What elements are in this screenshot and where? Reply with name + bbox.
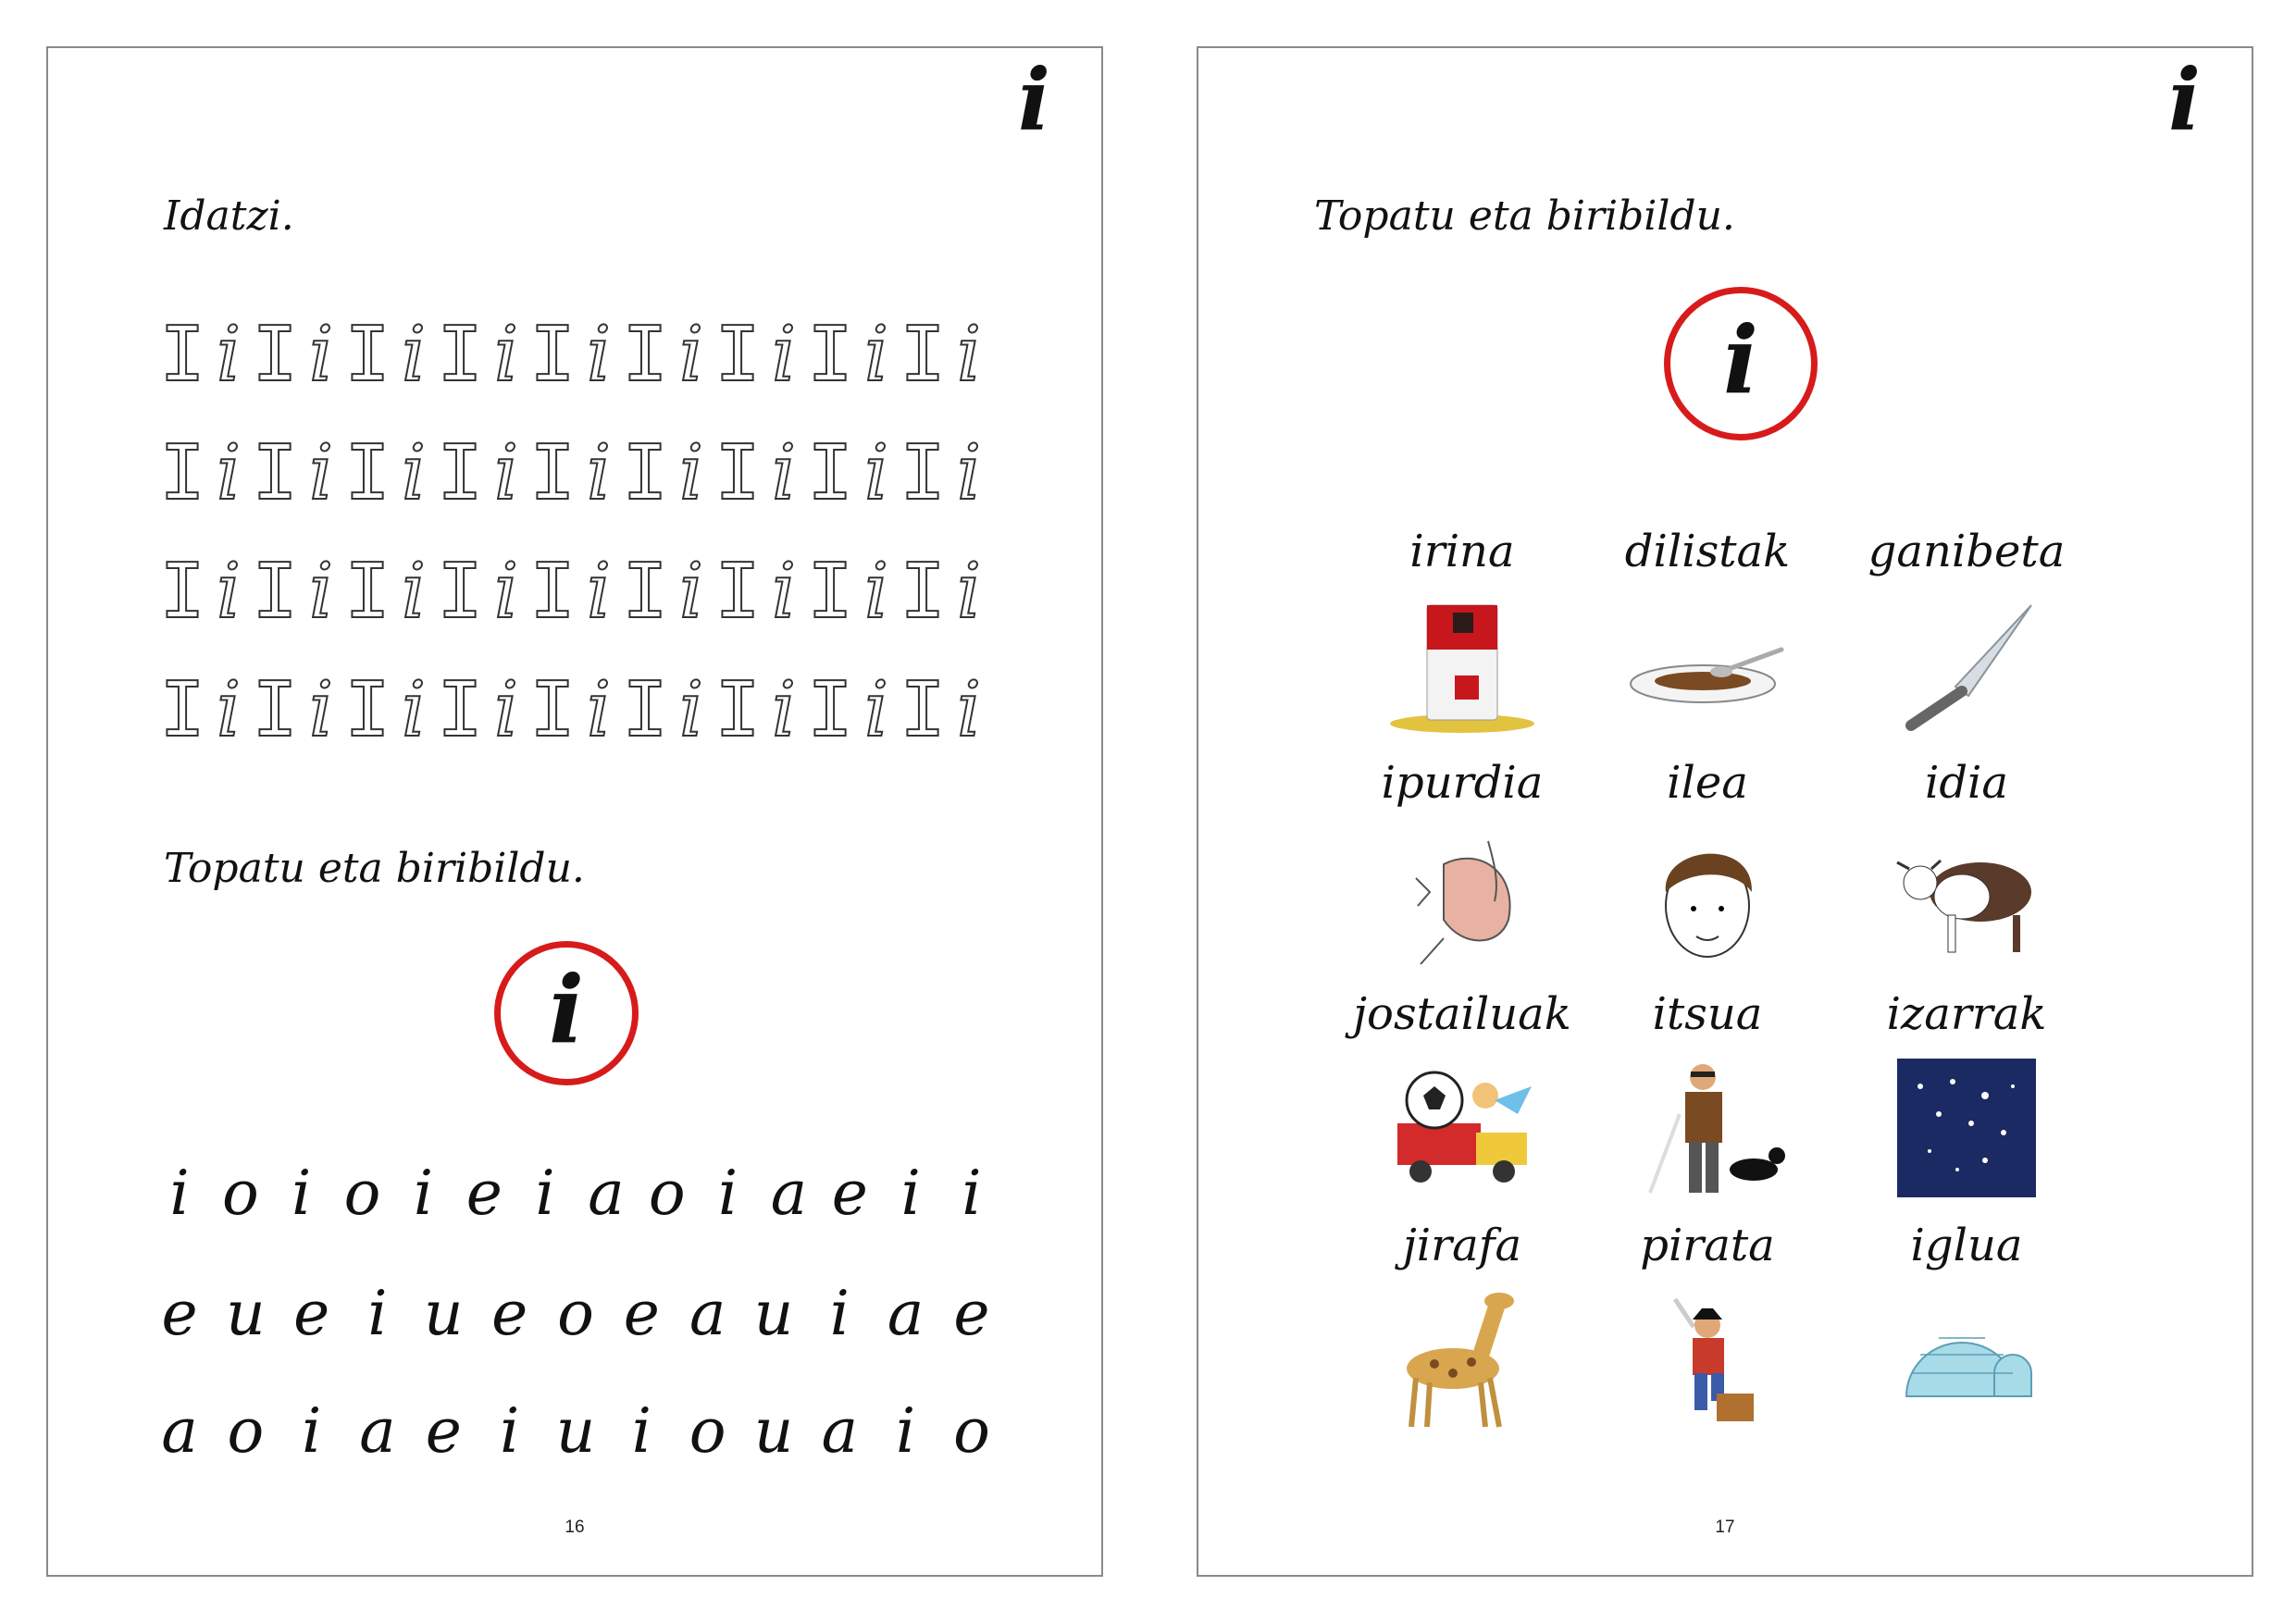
vowel-letter: o (689, 1395, 726, 1467)
lentils-plate-icon (1624, 596, 1791, 735)
trace-letter: i (216, 429, 242, 517)
trace-letter: i (771, 311, 797, 399)
vowel-letter: e (293, 1278, 330, 1349)
vowel-letter: o (343, 1158, 381, 1229)
trace-letter: I (344, 311, 391, 399)
trace-letter: I (622, 311, 668, 399)
circled-letter-text: i (1723, 305, 1758, 415)
trace-letter: i (308, 429, 334, 517)
vowel-letter: e (953, 1278, 990, 1349)
trace-letter: i (678, 311, 704, 399)
trace-letter: I (807, 548, 853, 636)
trace-letter: i (586, 311, 612, 399)
stars-icon (1883, 1059, 2050, 1197)
trace-letter: I (807, 429, 853, 517)
hair-icon (1624, 827, 1791, 966)
trace-letter: I (437, 666, 483, 754)
picture-word-item (1587, 526, 1828, 735)
vowel-letter: o (953, 1395, 990, 1467)
trace-letter: I (252, 666, 298, 754)
picture-word-item (1342, 1220, 1582, 1429)
trace-letter: i (216, 666, 242, 754)
vowel-letter: e (623, 1278, 660, 1349)
writing-instruction: Idatzi. (164, 192, 294, 240)
trace-letter: I (252, 429, 298, 517)
vowel-row (159, 1278, 992, 1349)
trace-letter: i (956, 666, 982, 754)
vowel-letter: a (161, 1395, 198, 1467)
vowel-letter: o (557, 1278, 594, 1349)
trace-letter: I (159, 548, 205, 636)
picture-word-item (1846, 757, 2087, 966)
ox-icon (1883, 827, 2050, 966)
trace-letter: I (714, 311, 761, 399)
find-instruction: Topatu eta biribildu. (1314, 192, 1735, 240)
trace-letter: I (622, 429, 668, 517)
flour-bag-icon (1379, 596, 1545, 735)
trace-letter: i (216, 311, 242, 399)
picture-word: itsua (1652, 988, 1763, 1040)
vowel-letter: a (689, 1278, 726, 1349)
vowel-letter: o (227, 1395, 265, 1467)
trace-letter: I (900, 548, 946, 636)
trace-letter: I (900, 311, 946, 399)
trace-letter: I (344, 429, 391, 517)
picture-word: ilea (1667, 757, 1748, 809)
trace-letter: i (586, 429, 612, 517)
picture-word: pirata (1640, 1220, 1775, 1271)
vowel-letter: u (753, 1395, 794, 1467)
trace-row (159, 393, 1048, 517)
vowel-letter: e (491, 1278, 528, 1349)
trace-row (159, 630, 1048, 754)
blind-man-icon (1624, 1059, 1791, 1197)
trace-letter: I (807, 666, 853, 754)
picture-word: dilistak (1624, 526, 1791, 577)
trace-letter: i (401, 429, 427, 517)
giraffe-icon (1379, 1290, 1545, 1429)
picture-word-item (1342, 988, 1582, 1197)
vowel-letter: u (424, 1278, 464, 1349)
vowel-row (159, 1395, 992, 1467)
picture-word: idia (1924, 757, 2009, 809)
vowel-letter: i (169, 1158, 190, 1229)
circled-letter (494, 941, 639, 1085)
vowel-letter: a (887, 1278, 925, 1349)
picture-word: ganibeta (1868, 526, 2066, 577)
trace-letter: I (252, 311, 298, 399)
trace-letter: i (863, 548, 889, 636)
trace-letter: i (771, 429, 797, 517)
trace-row (159, 275, 1048, 399)
picture-word-item (1846, 526, 2087, 735)
vowel-letter: a (588, 1158, 625, 1229)
picture-word-item (1342, 526, 1582, 735)
trace-letter: i (493, 311, 519, 399)
trace-letter: i (863, 429, 889, 517)
trace-letter: i (863, 666, 889, 754)
trace-letter: I (529, 548, 576, 636)
picture-word-item (1587, 757, 1828, 966)
pirate-icon (1624, 1290, 1791, 1429)
vowel-letter: e (425, 1395, 462, 1467)
trace-letter: I (437, 429, 483, 517)
trace-letter: I (159, 311, 205, 399)
vowel-letter: a (770, 1158, 808, 1229)
trace-letter: I (344, 548, 391, 636)
trace-letter: i (678, 429, 704, 517)
picture-word-item (1846, 1220, 2087, 1429)
picture-word-item (1587, 988, 1828, 1197)
tracing-practice-grid (159, 275, 1048, 754)
igloo-icon (1883, 1290, 2050, 1429)
picture-word: jostailuak (1353, 988, 1571, 1040)
worksheet-page-right (1197, 46, 2253, 1577)
trace-letter: i (401, 548, 427, 636)
vowel-letter: i (500, 1395, 520, 1467)
trace-letter: i (771, 548, 797, 636)
trace-letter: I (437, 548, 483, 636)
trace-letter: I (714, 548, 761, 636)
picture-word: iglua (1910, 1220, 2023, 1271)
picture-word-item (1587, 1220, 1828, 1429)
trace-letter: I (159, 429, 205, 517)
circled-letter-text: i (549, 955, 584, 1064)
trace-letter: i (956, 429, 982, 517)
trace-letter: i (493, 429, 519, 517)
vowel-letter: i (829, 1278, 850, 1349)
vowel-letter: u (226, 1278, 266, 1349)
trace-letter: I (344, 666, 391, 754)
vowel-letter: i (413, 1158, 433, 1229)
trace-letter: I (529, 429, 576, 517)
vowel-letter: i (302, 1395, 322, 1467)
page-number: 17 (1715, 1518, 1735, 1537)
toys-icon (1379, 1059, 1545, 1197)
vowel-letter: o (221, 1158, 259, 1229)
vowel-letter: u (753, 1278, 794, 1349)
vowel-letter: e (465, 1158, 503, 1229)
trace-letter: i (678, 666, 704, 754)
vowel-letter: e (161, 1278, 198, 1349)
trace-letter: i (678, 548, 704, 636)
vowel-letter: o (648, 1158, 686, 1229)
bottom-icon (1379, 827, 1545, 966)
trace-letter: i (401, 311, 427, 399)
trace-letter: i (308, 311, 334, 399)
trace-letter: I (714, 666, 761, 754)
trace-letter: i (771, 666, 797, 754)
vowel-letter: i (718, 1158, 738, 1229)
picture-word: ipurdia (1381, 757, 1544, 809)
vowel-letter: i (631, 1395, 652, 1467)
picture-word: izarrak (1886, 988, 2047, 1040)
vowel-letter: i (896, 1395, 916, 1467)
vowel-letter: i (900, 1158, 921, 1229)
trace-letter: I (529, 311, 576, 399)
vowel-letter: a (359, 1395, 396, 1467)
trace-row (159, 512, 1048, 636)
trace-letter: I (529, 666, 576, 754)
vowel-row (159, 1158, 992, 1229)
corner-letter: i (2168, 50, 2201, 150)
trace-letter: i (308, 666, 334, 754)
vowel-letter: u (555, 1395, 596, 1467)
trace-letter: I (159, 666, 205, 754)
trace-letter: i (586, 548, 612, 636)
trace-letter: I (622, 548, 668, 636)
trace-letter: I (622, 666, 668, 754)
picture-word: irina (1409, 526, 1515, 577)
trace-letter: i (493, 548, 519, 636)
trace-letter: i (401, 666, 427, 754)
trace-letter: i (493, 666, 519, 754)
trace-letter: I (714, 429, 761, 517)
trace-letter: I (437, 311, 483, 399)
trace-letter: i (956, 311, 982, 399)
vowel-letter: a (821, 1395, 858, 1467)
trace-letter: I (252, 548, 298, 636)
trace-letter: i (586, 666, 612, 754)
vowel-letter: i (962, 1158, 982, 1229)
knife-icon (1883, 596, 2050, 735)
corner-letter: i (1018, 50, 1050, 150)
vowel-letter: i (292, 1158, 312, 1229)
trace-letter: i (308, 548, 334, 636)
vowel-letter: e (831, 1158, 868, 1229)
picture-word-item (1846, 988, 2087, 1197)
find-instruction: Topatu eta biribildu. (164, 845, 585, 892)
picture-word: jirafa (1402, 1220, 1522, 1271)
vowel-letter: i (367, 1278, 388, 1349)
picture-word-item (1342, 757, 1582, 966)
circled-letter (1664, 287, 1818, 440)
trace-letter: I (900, 666, 946, 754)
page-number: 16 (565, 1518, 585, 1537)
trace-letter: I (807, 311, 853, 399)
trace-letter: i (863, 311, 889, 399)
vowel-letter: i (535, 1158, 555, 1229)
trace-letter: I (900, 429, 946, 517)
worksheet-page-left (46, 46, 1103, 1577)
trace-letter: i (956, 548, 982, 636)
trace-letter: i (216, 548, 242, 636)
